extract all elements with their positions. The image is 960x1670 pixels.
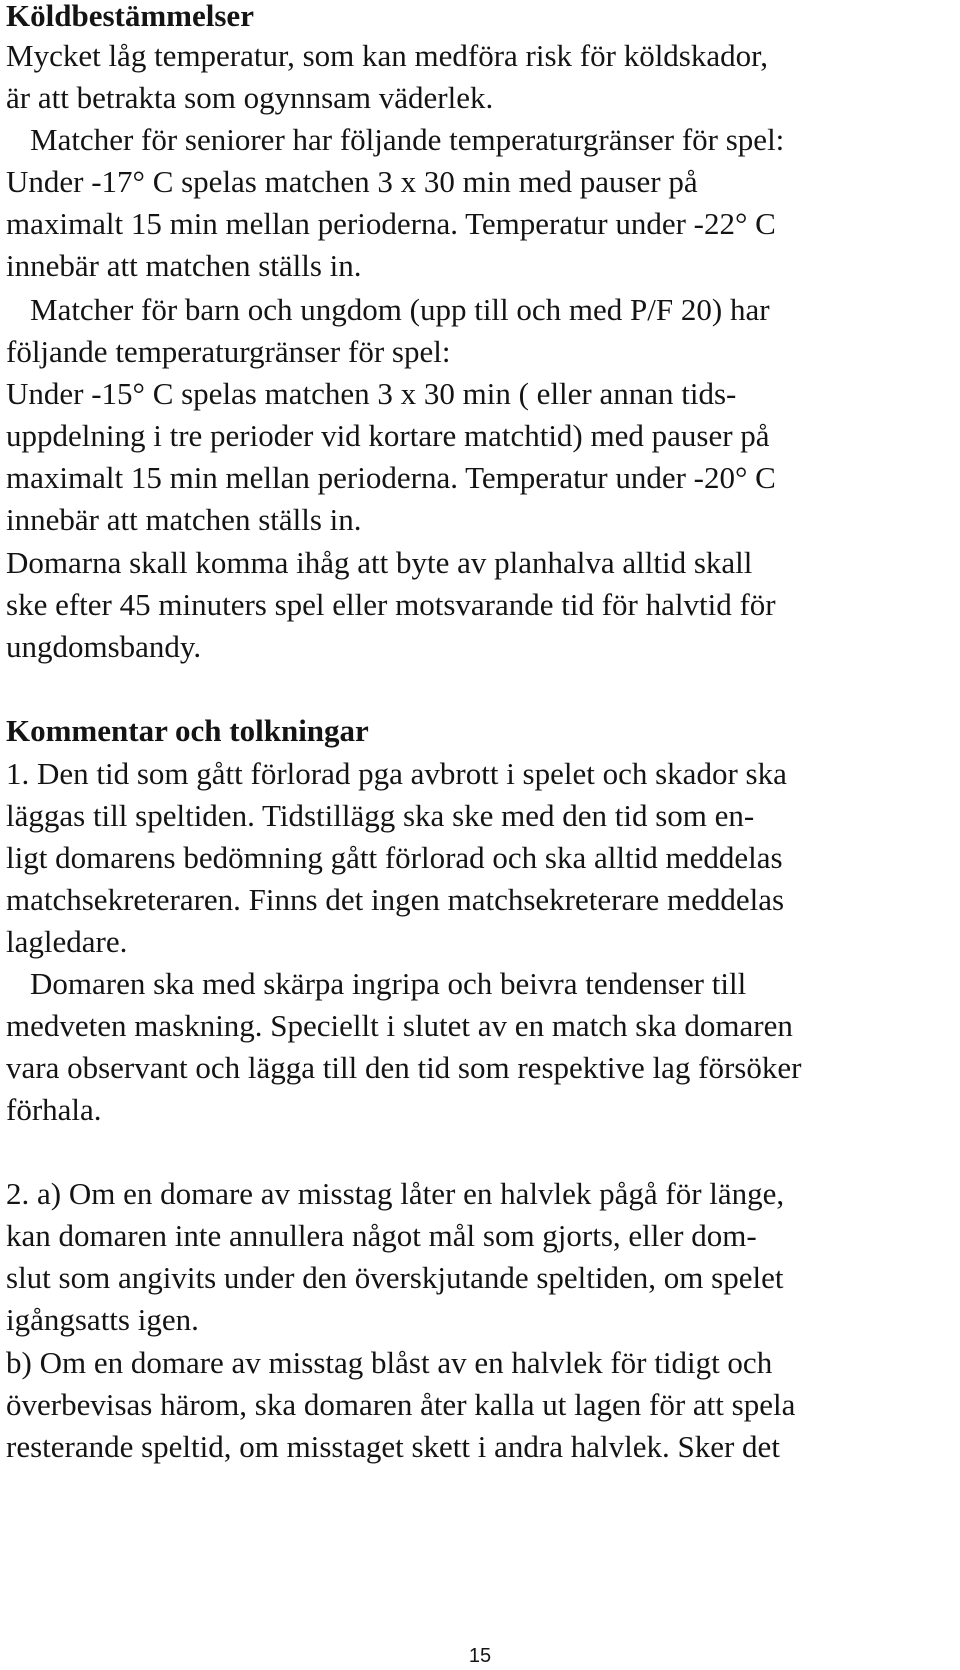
page-number: 15 — [468, 1645, 492, 1667]
paragraph-line: slut som angivits under den överskjutande speltiden, om spelet — [6, 1260, 784, 1295]
paragraph-line: lagledare. — [6, 924, 128, 959]
paragraph-line: maximalt 15 min mellan perioderna. Temperatur under -20° C — [6, 460, 776, 495]
paragraph-line: innebär att matchen ställs in. — [6, 248, 362, 283]
paragraph-line: innebär att matchen ställs in. — [6, 502, 362, 537]
paragraph-line: Under -17° C spelas matchen 3 x 30 min med pauser på — [6, 164, 698, 199]
paragraph-line: b) Om en domare av misstag blåst av en halvlek för tidigt och — [6, 1345, 773, 1380]
paragraph-line: igångsatts igen. — [6, 1302, 199, 1337]
paragraph-line: uppdelning i tre perioder vid kortare matchtid) med pauser på — [6, 418, 770, 453]
paragraph-line: ske efter 45 minuters spel eller motsvarande tid för halvtid för — [6, 587, 776, 622]
paragraph-line: matchsekreteraren. Finns det ingen matchsekreterare meddelas — [6, 882, 785, 917]
paragraph-line: 2. a) Om en domare av misstag låter en halvlek pågå för länge, — [6, 1176, 785, 1211]
paragraph-line: är att betrakta som ogynnsam väderlek. — [6, 80, 494, 115]
paragraph-line: maximalt 15 min mellan perioderna. Temperatur under -22° C — [6, 206, 776, 241]
paragraph-line: kan domaren inte annullera något mål som gjorts, eller dom- — [6, 1218, 757, 1253]
paragraph-line: ungdomsbandy. — [6, 629, 202, 664]
paragraph-line: överbevisas härom, ska domaren åter kalla ut lagen för att spela — [6, 1387, 796, 1422]
paragraph-line: Domarna skall komma ihåg att byte av planhalva alltid skall — [6, 545, 753, 580]
section-heading-kommentar: Kommentar och tolkningar — [6, 713, 369, 748]
paragraph-line: ligt domarens bedömning gått förlorad och ska alltid meddelas — [6, 840, 783, 875]
paragraph-line: medveten maskning. Speciellt i slutet av en match ska domaren — [6, 1008, 793, 1043]
paragraph-line: vara observant och lägga till den tid som respektive lag försöker — [6, 1050, 802, 1085]
paragraph-line: följande temperaturgränser för spel: — [6, 334, 451, 369]
paragraph-line: Mycket låg temperatur, som kan medföra risk för köldskador, — [6, 38, 768, 73]
paragraph-line: läggas till speltiden. Tidstillägg ska ske med den tid som en- — [6, 798, 755, 833]
paragraph-line: 1. Den tid som gått förlorad pga avbrott i spelet och skador ska — [6, 756, 787, 791]
paragraph-line: Matcher för barn och ungdom (upp till och med P/F 20) har — [30, 292, 770, 327]
paragraph-line: Domaren ska med skärpa ingripa och beivra tendenser till — [30, 966, 747, 1001]
paragraph-line: Matcher för seniorer har följande temperaturgränser för spel: — [30, 122, 785, 157]
section-heading-koldbestammelser: Köldbestämmelser — [6, 0, 254, 33]
paragraph-line: resterande speltid, om misstaget skett i andra halvlek. Sker det — [6, 1429, 780, 1464]
paragraph-line: förhala. — [6, 1092, 102, 1127]
paragraph-line: Under -15° C spelas matchen 3 x 30 min ( eller annan tids- — [6, 376, 737, 411]
